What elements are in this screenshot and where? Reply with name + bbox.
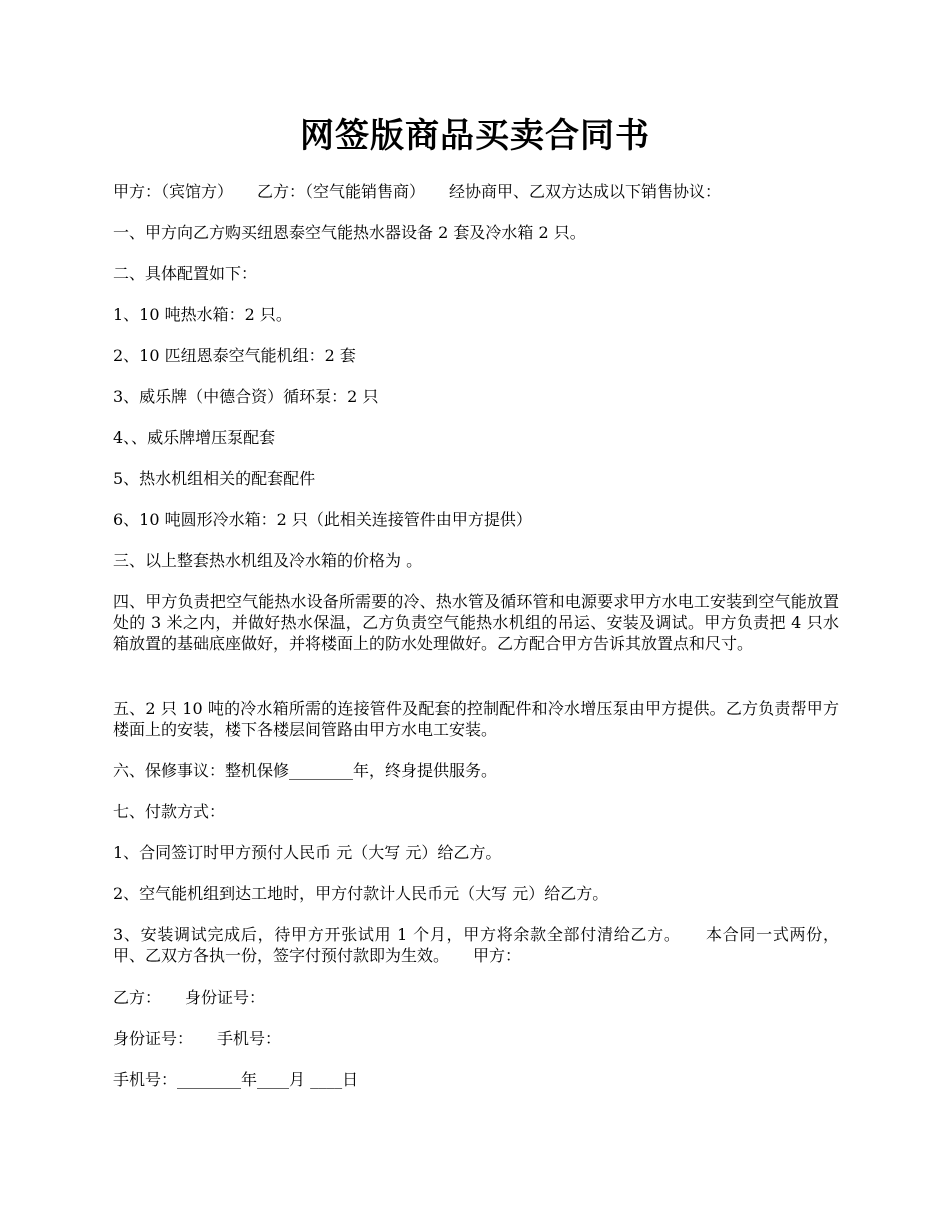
clause-6: 六、保修事议：整机保修________年，终身提供服务。 bbox=[113, 761, 498, 780]
signature-line-1: 乙方： 身份证号： bbox=[113, 988, 266, 1007]
config-item-4: 4、、威乐牌增压泵配套 bbox=[113, 428, 276, 447]
signature-line-3: 手机号：________年____月 ____日 bbox=[113, 1070, 359, 1089]
clause-4: 四、甲方负责把空气能热水设备所需要的冷、热水管及循环管和电源要求甲方水电工安装到空气能放置处的 3 米之内，并做好热水保温，乙方负责空气能热水机组的吊运、安装及调试。甲方负责把 4 只水箱放置的基础底座做好，并将楼面上的防水处理做好。乙方配合甲方告诉其放置点和尺寸。 bbox=[113, 592, 839, 653]
signature-line-2: 身份证号： 手机号： bbox=[113, 1029, 282, 1048]
config-item-1: 1、10 吨热水箱：2 只。 bbox=[113, 305, 292, 324]
parties-intro: 甲方：（宾馆方） 乙方：（空气能销售商） 经协商甲、乙双方达成以下销售协议： bbox=[113, 182, 722, 201]
payment-item-1: 1、合同签订时甲方预付人民币 元（大写 元）给乙方。 bbox=[113, 843, 502, 862]
clause-2-heading: 二、具体配置如下： bbox=[113, 264, 258, 283]
config-item-5: 5、热水机组相关的配套配件 bbox=[113, 469, 316, 488]
payment-item-2: 2、空气能机组到达工地时，甲方付款计人民币元（大写 元）给乙方。 bbox=[113, 884, 609, 903]
config-item-6: 6、10 吨圆形冷水箱：2 只（此相关连接管件由甲方提供） bbox=[113, 510, 532, 529]
config-item-2: 2、10 匹纽恩泰空气能机组：2 套 bbox=[113, 346, 356, 365]
clause-1: 一、甲方向乙方购买纽恩泰空气能热水器设备 2 套及冷水箱 2 只。 bbox=[113, 223, 586, 242]
config-item-3: 3、威乐牌（中德合资）循环泵：2 只 bbox=[113, 387, 379, 406]
clause-7-heading: 七、付款方式： bbox=[113, 802, 226, 821]
clause-3: 三、以上整套热水机组及冷水箱的价格为 。 bbox=[113, 551, 423, 570]
clause-5: 五、2 只 10 吨的冷水箱所需的连接管件及配套的控制配件和冷水增压泵由甲方提供。乙方负责帮甲方楼面上的安装，楼下各楼层间管路由甲方水电工安装。 bbox=[113, 699, 839, 739]
contract-title: 网签版商品买卖合同书 bbox=[300, 116, 650, 156]
payment-item-3: 3、安装调试完成后，待甲方开张试用 1 个月，甲方将余款全部付清给乙方。 本合同一式两份，甲、乙双方各执一份，签字付预付款即为生效。 甲方： bbox=[113, 925, 839, 965]
